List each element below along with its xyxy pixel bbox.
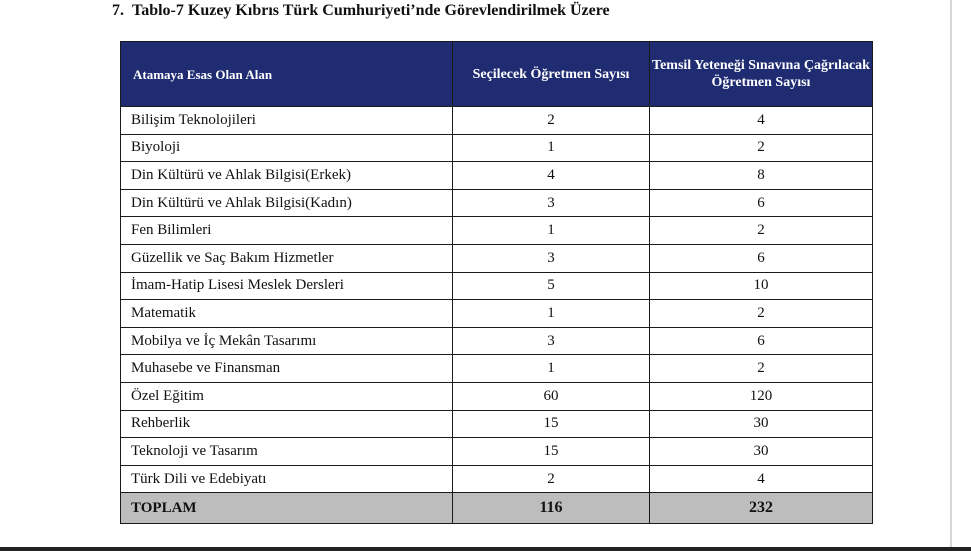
field-cell: Matematik: [121, 300, 453, 328]
selected-count-cell: 1: [453, 134, 650, 162]
table-row: [121, 410, 873, 438]
field-cell: İmam-Hatip Lisesi Meslek Dersleri: [121, 272, 453, 300]
table-row: [121, 162, 873, 190]
field-cell: Güzellik ve Saç Bakım Hizmetler: [121, 244, 453, 272]
header-row: [121, 42, 873, 107]
called-count-cell: 6: [650, 244, 873, 272]
table-row: [121, 272, 873, 300]
selected-count-cell: 2: [453, 465, 650, 493]
heading-number: 7.: [112, 2, 124, 19]
field-cell: Rehberlik: [121, 410, 453, 438]
total-row: [121, 493, 873, 524]
selected-count-cell: 3: [453, 244, 650, 272]
selected-count-cell: 15: [453, 410, 650, 438]
called-count-cell: 6: [650, 327, 873, 355]
called-count-cell: 4: [650, 107, 873, 135]
called-count-cell: 2: [650, 300, 873, 328]
called-count-cell: 4: [650, 465, 873, 493]
field-cell: Biyoloji: [121, 134, 453, 162]
field-cell: Din Kültürü ve Ahlak Bilgisi(Erkek): [121, 162, 453, 190]
table-row: [121, 134, 873, 162]
teacher-quota-table: [120, 41, 873, 524]
table-row: [121, 382, 873, 410]
total-called-count: 232: [650, 493, 873, 524]
selected-count-cell: 15: [453, 438, 650, 466]
selected-count-cell: 3: [453, 189, 650, 217]
called-count-cell: 30: [650, 438, 873, 466]
called-count-cell: 8: [650, 162, 873, 190]
selected-count-cell: 2: [453, 107, 650, 135]
field-cell: Teknoloji ve Tasarım: [121, 438, 453, 466]
field-cell: Mobilya ve İç Mekân Tasarımı: [121, 327, 453, 355]
field-cell: Din Kültürü ve Ahlak Bilgisi(Kadın): [121, 189, 453, 217]
field-cell: Türk Dili ve Edebiyatı: [121, 465, 453, 493]
called-count-cell: 6: [650, 189, 873, 217]
called-count-cell: 30: [650, 410, 873, 438]
called-count-cell: 2: [650, 355, 873, 383]
called-count-cell: 10: [650, 272, 873, 300]
field-cell: Fen Bilimleri: [121, 217, 453, 245]
heading-title: Tablo-7 Kuzey Kıbrıs Türk Cumhuriyeti’nde Görevlendirilmek Üzere: [132, 2, 610, 19]
selected-count-cell: 1: [453, 300, 650, 328]
field-cell: Bilişim Teknolojileri: [121, 107, 453, 135]
field-cell: Özel Eğitim: [121, 382, 453, 410]
selected-count-cell: 1: [453, 217, 650, 245]
table-row: [121, 327, 873, 355]
called-count-cell: 120: [650, 382, 873, 410]
right-edge-divider: [950, 0, 952, 551]
selected-count-cell: 5: [453, 272, 650, 300]
selected-count-cell: 3: [453, 327, 650, 355]
selected-count-cell: 1: [453, 355, 650, 383]
table-row: [121, 355, 873, 383]
selected-count-cell: 4: [453, 162, 650, 190]
table-row: [121, 465, 873, 493]
table-row: [121, 189, 873, 217]
column-header-called-count: Temsil Yeteneği Sınavına Çağrılacak Öğretmen Sayısı: [650, 42, 873, 107]
called-count-cell: 2: [650, 217, 873, 245]
selected-count-cell: 60: [453, 382, 650, 410]
table-row: [121, 217, 873, 245]
table-row: [121, 244, 873, 272]
table-row: [121, 438, 873, 466]
total-selected-count: 116: [453, 493, 650, 524]
table-row: [121, 300, 873, 328]
table-heading: [112, 2, 610, 20]
table-row: [121, 107, 873, 135]
column-header-selected-count: Seçilecek Öğretmen Sayısı: [453, 42, 650, 107]
total-label: TOPLAM: [121, 493, 453, 524]
bottom-edge-divider: [0, 547, 971, 551]
called-count-cell: 2: [650, 134, 873, 162]
field-cell: Muhasebe ve Finansman: [121, 355, 453, 383]
column-header-field: Atamaya Esas Olan Alan: [121, 42, 453, 107]
